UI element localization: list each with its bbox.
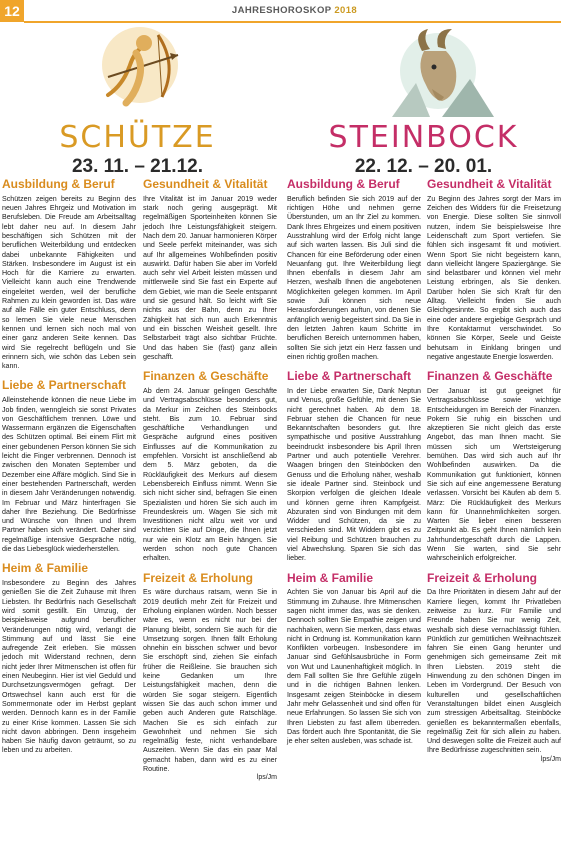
section-gesundheit-vitalitaet [427,178,561,362]
header-rule [24,21,561,23]
section-title: Finanzen & Geschäfte [143,369,269,384]
section-title: Freizeit & Erholung [143,570,254,585]
section-text: Da Ihre Prioritäten in diesem Jahr auf der Karriere liegen, kommt Ihr Privatleben zeitweise zu kurz. Für Familie und Freunde haben Sie nur wenig Zeit, weshalb sich diese vernachlässigt fühlen. Pünktlich zur gemütlichen Weihnachtszeit fahren Sie einen Gang herunter und genehmigen sich gemeinsame Zeit mit Ihren Liebsten. 2019 steht die Hinwendung zu den schönen Dingen im Leben im Vordergrund. Der Besuch von kulturellen und gesellschaftlichen Veranstaltungen bildet einen Ausgleich zum stressigen Arbeitsalltag. Steinböcke genießen es bekanntermaßen ebenfalls, regelmäßig Zeit für sich allein zu haben. Und deswegen sollte die Freizeit auch auf Ihre Bedürfnisse zugeschnitten sein. [427,588,561,755]
section-heim-familie [287,572,421,747]
header-title-text: JAHRESHOROSKOP [231,5,332,16]
column-steinbock-1 [287,178,421,754]
section-finanzen-geschaefte [427,370,561,563]
section-text: Schützen zeigen bereits zu Beginn des neuen Jahres Ehrgeiz und Motivation im Berufsleben. Die Freude am Arbeitsalltag lebt daher neu auf. In diesem Jahr beschäftigen sich Schützen mit der beruflichen Weiterbildung und entdecken dabei unbekannte Fähigkeiten und Stärken. Insbesondere im August ist ein Hoch für die Karriere zu erwarten. Vielleicht kann auch eine Trendwende eingeleitet werden, weil der berufliche Rahmen zu klein geworden ist. Das wäre auf alle Fälle ein guter Entschluss, denn so lernen Sie viele neue Menschen kennen und lernen sich noch mal von einer ganz anderen Seite kennen. Das wird Sie regelrecht beflügeln und Sie erinnern sich, wie schön das Leben sein kann. [2,194,136,371]
section-title: Finanzen & Geschäfte [427,369,553,384]
header-year: 2018 [334,5,358,16]
section-text: In der Liebe erwarten Sie, Dank Neptun und Venus, große Gefühle, mit denen Sie nicht gerechnet haben. Ab dem 18. Februar stehen die Chancen für neue Bekanntschaften besonders gut. Ihre sympathische und positive Ausstrahlung beeindruckt insbesondere bis April Ihren Partner und auch potentielle Verehrer. Waagen bringen den Steinböcken den Genuss und die Erholung näher, weshalb sie ideale Partner sind. Steinbock und Skorpion verfolgen die gleichen Ideale und können gerne ihren Kampfgeist. Abzuraten sind von Bindungen mit dem Widder und Schützen, da sie zu verschieden sind. Mit Widdern gibt es zu viel Reibung und Schützen brauchen zu viel Abwechslung. Sparen Sie sich das lieber. [287,386,421,563]
author-signature: lps/Jm [540,755,561,763]
page-number: 12 [0,0,24,22]
section-text: Der Januar ist gut geeignet für Vertragsabschlüsse sowie wichtige Entscheidungen im Bereich der Finanzen. Pokern Sie ruhig ein bisschen und akzeptieren Sie nicht gleich das erste Angebot, das man Ihnen macht. Sie müssen sich um Wertsteigerung bemühen. Das wird sich auch auf Ihr Wohlbefinden auswirken. Da die Kommunikation gut funktioniert, können Sie sich auf eine angemessene Beratung verlassen. Vorsicht bei Käufen ab dem 5. März: Die Rückläufigkeit des Merkurs kann für Unannehmlichkeiten sorgen. Warten Sie lieber einen besseren Zeitpunkt ab. Es geht Ihnen nämlich kein Jahrhundertgeschäft durch die Lappen. Wenn Sie warten, sind Sie sehr wahrscheinlich erfolgreicher. [427,386,561,563]
sign-dates-steinbock: 22. 12. – 20. 01. [354,156,493,177]
column-schuetze-1 [2,178,136,764]
section-text: Zu Beginn des Jahres sorgt der Mars im Zeichen des Widders für die Freisetzung von Energie. Diese sollten Sie sinnvoll nutzen, indem Sie beispielsweise Ihre Leidenschaft zum Sport vertiefen. Sie fühlen sich insgesamt fit und motiviert. Wenn Sport Sie nicht begeistern kann, dann vielleicht längere Spaziergänge. Sie sind belastbarer und können viel mehr Leistung erbringen, als Sie denken. Darüber holen Sie sich Kraft für den Alltag. Vielleicht finden Sie auch Gleichgesinnte. So ergibt sich auch das eine oder andere ergiebige Gespräch und Ihre Kontaktarmut verschwindet. So können Sie Körper, Seele und Geiste behutsam in Einklang bringen und negative angestaute Energie loswerden. [427,194,561,361]
section-title: Freizeit & Erholung [427,570,538,585]
author-signature: lps/Jm [256,774,277,782]
section-freizeit-erholung [427,572,561,763]
section-ausbildung-beruf [287,178,421,362]
sign-panel-schuetze [0,25,275,177]
section-title: Gesundheit & Vitalität [143,177,268,191]
ibex-icon [382,27,502,119]
section-finanzen-geschaefte [143,370,277,563]
section-text: Ihre Vitalität ist im Januar 2019 weder stark noch gering ausgeprägt. Mit regelmäßigen Sporteinheiten können Sie jedoch Ihre Leistungsfähigkeit steigern. Nach dem 20. Januar harmonieren Körper und Seele perfekt miteinander, was sich auf Ihr allgemeines Wohlbefinden positiv auswirkt. Dafür haben Sie aber im Vorfeld auch sehr viel Arbeit leisten müssen und mittlerweile sind Sie fast ein Experte auf dem Gebiet, wie man die Seele entspannt und sie gesund hält. So leicht wirft Sie nichts aus der Bahn, denn zu Ihrer Zähigkeit hat sich nun auch Erkenntnis und ein bisschen Weisheit gesellt. Ihre Selbstarbeit trägt also sichtbar Früchte. Und das haben Sie (fast) ganz allein geschafft. [143,194,277,361]
column-schuetze-2 [143,178,277,789]
section-text: Beruflich befinden Sie sich 2019 auf der richtigen Höhe und nehmen gerne Überstunden, um an Ihr Ziel zu kommen. Dank Ihres Ehrgeizes und einem positiven Ausstrahlung wird der Erfolg nicht lange auf sich warten lassen. Bis Juli sind die Chancen für eine Beförderung oder einen Neuanfang gut. Ihre Weiterbildung liegt Ihnen ebenfalls in diesem Jahr am Herzen, weshalb Ihnen die angebotenen Möglichkeiten gelegen kommen. Im April sowie Juli können sich neue Herausforderungen auftun, von denen Sie anfänglich wenig begeistert sind. Da Sie in den letzten Jahren kaum Schritte im beruflichen Bereich unternommen haben, sollten Sie sich jetzt ein Herz fassen und einen richtig großen machen. [287,194,421,361]
archer-icon [78,25,198,115]
sign-panel-steinbock [286,25,561,177]
column-steinbock-2 [427,178,561,771]
section-title: Heim & Familie [287,570,374,585]
section-text: Achten Sie von Januar bis April auf die Stimmung im Zuhause. Ihre Mitmenschen sagen nicht immer das, was sie denken. Dennoch sollten Sie Empathie zeigen und nachhaken, wenn Sie merken, dass etwas nicht in Ordnung ist. Kommunikation kann Konflikten vorbeugen. Insbesondere im Januar sind Gefühlsausbrüche in Form von Wut und Launenhaftigkeit möglich. In dem Fall sollten Sie Ihre Gefühle zügeln und in die richtigen Bahnen lenken. Insgesamt zeigen Steinböcke in diesem Jahr mehr Gelassenheit und sind offen für neue Erfahrungen. So lassen Sie sich von Ihren Liebsten zu fast allem überreden. Das fördert auch Ihre Spontanität, die Sie je eher selten ausleben, was schade ist. [287,588,421,746]
section-text: Ab dem 24. Januar gelingen Geschäfte und Vertragsabschlüsse besonders gut, da Merkur im Zeichen des Steinbocks steht. Bis zum 10. Februar sind geschäftliche Verhandlungen und Gespräche aufgrund eines positiven Einflusses auf die Kommunikation zu empfehlen. Vorsicht ist anschließend ab dem 5. März geboten, da die Rückläufigkeit des Merkurs auf diesem Lebensbereich Einfluss nimmt. Wenn Sie sich nicht sicher sind, befragen Sie einen Spezialisten und hören Sie sich auch im Freundeskreis um. Wagen Sie sich mit Investitionen nicht allzu weit vor und verzichten Sie auf Dinge, die Ihnen jetzt nur wie ein Klotz am Bein hängen. Sie werden schon noch gute Chancen erhalten. [143,386,277,563]
section-liebe-partnerschaft [287,370,421,563]
section-title: Heim & Familie [2,561,89,576]
section-title: Liebe & Partnerschaft [287,369,412,384]
panel-separator [278,25,284,175]
section-text: Insbesondere zu Beginn des Jahres genießen Sie die Zeit Zuhause mit Ihren Liebsten. Ihr Bedürfnis nach Gesellschaft wird somit gestillt. Ein Umzug, der beispielsweise aufgrund beruflicher Veränderungen nötig wird, verlangt die Stimmung auf und lässt Sie eine aufregende Zeit erleben. Sie müssen jedoch mit Widerstand rechnen, denn nicht jeder Ihrer Mitmenschen ist offen für einen Neubeginn. Hier ist viel Geduld und Durchsetzungsvermögen gefragt. Der Ortswechsel kann auch erst für die Sommermonate oder im Herbst geplant werden. Dennoch kann es in der Familie zu einer Krise kommen. Lassen Sie sich nicht davon abbringen. Denn insgeheim haben Sie häufig davon geträumt, so zu leben und zu arbeiten. [2,579,136,755]
section-text: Es wäre durchaus ratsam, wenn Sie in 2019 deutlich mehr Zeit für Freizeit und Erholung einplanen würden. Noch besser wäre es, wenn es nicht nur bei der Planung bleibt, sondern Sie auch für die Umsetzung sorgen. Ihnen fällt Erholung ohnehin ein bisschen schwer und bevor Sie erschöpft sind, ziehen Sie einfach früher die Reißleine. Sie brauchen sich keine Gedanken um Ihre Leistungsfähigkeit machen, denn die würden Sie sogar steigern. Eigentlich wissen Sie das auch schon immer und geben auch Anderen gute Ratschläge. Machen Sie es sich einfach zur Gewohnheit und nehmen Sie sich regelmäßig feste, nicht verhandelbare Auszeiten. Wenn Sie das ein paar Mal gemacht haben, dann wird es zu einer Routine. [143,588,277,774]
header-title [28,0,561,22]
sign-dates-schuetze: 23. 11. – 21.12. [71,156,203,177]
sign-name-steinbock: STEINBOCK [328,120,519,155]
section-title: Gesundheit & Vitalität [427,177,552,191]
section-title: Liebe & Partnerschaft [2,378,127,393]
section-title: Ausbildung & Beruf [2,177,115,191]
section-text: Alleinstehende können die neue Liebe im Job finden, wenngleich sie sonst Privates von Geschäftlichem trennen. Löwe und Wassermann ergänzen die Eigenschaften des Schützen optimal. Bei einem Flirt mit einer gebundenen Person können Sie sich leicht die Finger verbrennen. Dennoch ist zwischen den Monaten September und Dezember eine Affäre möglich. Sind Sie in einer bestehenden Partnerschaft, werden in diesem Jahr Veränderungen notwendig. Im Februar und März hinterfragen Sie daher Ihre Beziehung. Die Bedürfnisse und Wünsche von Ihnen und Ihrem Partner haben sich verändert. Daher sind regelmäßige intensive Gespräche nötig, die das Liebesglück wiederherstellen. [2,396,136,553]
section-liebe-partnerschaft [2,379,136,554]
section-title: Ausbildung & Beruf [287,177,400,191]
section-freizeit-erholung [143,572,277,782]
section-heim-familie [2,562,136,755]
page-header [0,0,561,22]
sign-name-schuetze: SCHÜTZE [59,120,216,155]
section-gesundheit-vitalitaet [143,178,277,362]
section-ausbildung-beruf [2,178,136,371]
